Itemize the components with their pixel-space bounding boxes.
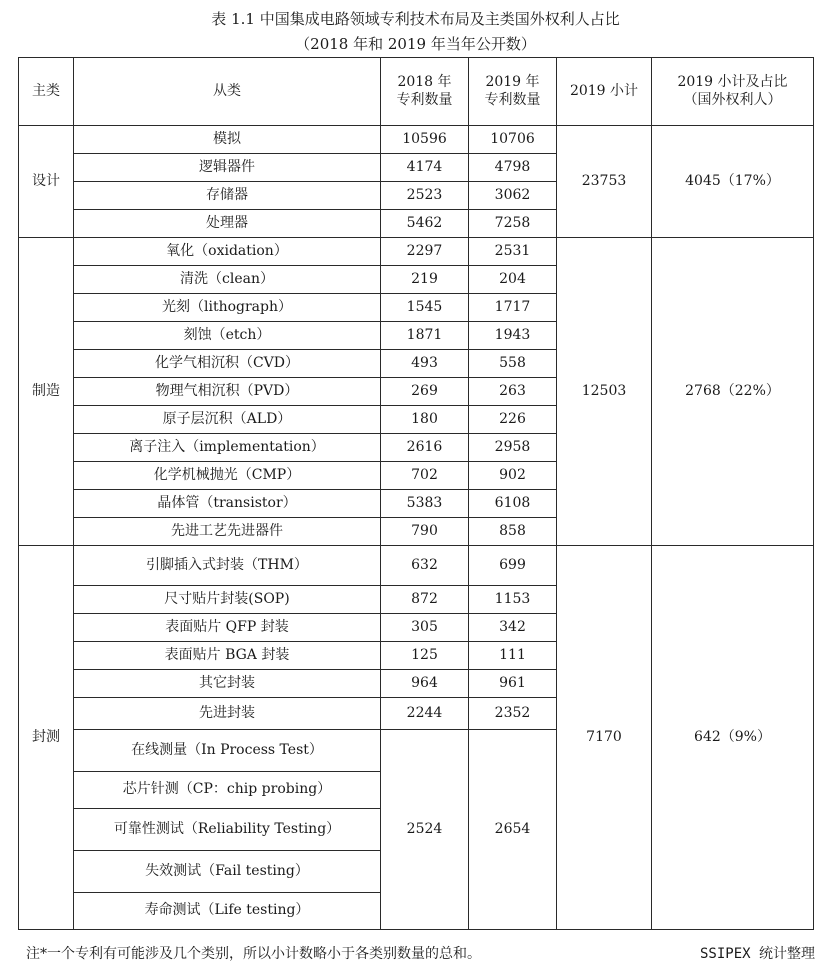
subcategory: 其它封装 [74, 670, 381, 698]
value-2018: 269 [381, 378, 469, 406]
subcategory: 表面贴片 BGA 封装 [74, 642, 381, 670]
value-2018: 1871 [381, 322, 469, 350]
subcategory: 模拟 [74, 126, 381, 154]
subcategory: 引脚插入式封装（THM） [74, 546, 381, 586]
value-2018: 2297 [381, 238, 469, 266]
value-2019-testing: 2654 [469, 730, 557, 930]
value-2018: 1545 [381, 294, 469, 322]
subcategory: 表面贴片 QFP 封装 [74, 614, 381, 642]
value-2018: 305 [381, 614, 469, 642]
subcategory: 物理气相沉积（PVD） [74, 378, 381, 406]
value-2019: 1943 [469, 322, 557, 350]
value-2019: 699 [469, 546, 557, 586]
value-2018: 632 [381, 546, 469, 586]
subcategory: 化学机械抛光（CMP） [74, 462, 381, 490]
value-2018: 2244 [381, 698, 469, 730]
value-2018: 872 [381, 586, 469, 614]
category-packaging: 封测 [19, 546, 74, 930]
header-subtotal: 2019 小计 [557, 58, 652, 126]
share-design: 4045（17%） [652, 126, 814, 238]
category-manufacturing: 制造 [19, 238, 74, 546]
value-2019: 226 [469, 406, 557, 434]
value-2018: 5383 [381, 490, 469, 518]
subcategory: 失效测试（Fail testing） [74, 851, 381, 893]
header-2018: 2018 年 专利数量 [381, 58, 469, 126]
table-subtitle: （2018 年和 2019 年当年公开数） [295, 35, 536, 53]
source-credit: SSIPEX 统计整理 [699, 946, 815, 962]
subcategory: 寿命测试（Life testing） [74, 893, 381, 930]
subcategory: 尺寸贴片封装(SOP) [74, 586, 381, 614]
table-row [19, 238, 814, 266]
patent-table [18, 57, 814, 930]
value-2018: 964 [381, 670, 469, 698]
subtotal-manufacturing: 12503 [557, 238, 652, 546]
subcategory: 光刻（lithograph） [74, 294, 381, 322]
value-2019: 111 [469, 642, 557, 670]
value-2019: 3062 [469, 182, 557, 210]
header-sub: 从类 [74, 58, 381, 126]
value-2019: 204 [469, 266, 557, 294]
value-2019: 2958 [469, 434, 557, 462]
subtotal-packaging: 7170 [557, 546, 652, 930]
subcategory: 先进工艺先进器件 [74, 518, 381, 546]
subcategory: 先进封装 [74, 698, 381, 730]
subcategory: 在线测量（In Process Test） [74, 730, 381, 772]
subtotal-design: 23753 [557, 126, 652, 238]
value-2018: 702 [381, 462, 469, 490]
value-2019: 1153 [469, 586, 557, 614]
header-main: 主类 [19, 58, 74, 126]
value-2018: 125 [381, 642, 469, 670]
value-2019: 1717 [469, 294, 557, 322]
value-2018: 2616 [381, 434, 469, 462]
header-2019: 2019 年 专利数量 [469, 58, 557, 126]
table-title: 表 1.1 中国集成电路领域专利技术布局及主类国外权利人占比 [211, 10, 620, 28]
subcategory: 逻辑器件 [74, 154, 381, 182]
subcategory: 化学气相沉积（CVD） [74, 350, 381, 378]
subcategory: 可靠性测试（Reliability Testing） [74, 809, 381, 851]
value-2019: 7258 [469, 210, 557, 238]
value-2019: 961 [469, 670, 557, 698]
value-2019: 558 [469, 350, 557, 378]
value-2019: 263 [469, 378, 557, 406]
subcategory: 离子注入（implementation） [74, 434, 381, 462]
value-2018: 493 [381, 350, 469, 378]
value-2019: 902 [469, 462, 557, 490]
value-2019: 4798 [469, 154, 557, 182]
subcategory: 存储器 [74, 182, 381, 210]
value-2018: 219 [381, 266, 469, 294]
subcategory: 刻蚀（etch） [74, 322, 381, 350]
header-share: 2019 小计及占比 （国外权利人） [652, 58, 814, 126]
value-2018: 5462 [381, 210, 469, 238]
value-2019: 6108 [469, 490, 557, 518]
category-design: 设计 [19, 126, 74, 238]
value-2019: 342 [469, 614, 557, 642]
subcategory: 芯片针测（CP：chip probing） [74, 772, 381, 809]
value-2018: 790 [381, 518, 469, 546]
value-2019: 858 [469, 518, 557, 546]
subcategory: 氧化（oxidation） [74, 238, 381, 266]
value-2019: 2531 [469, 238, 557, 266]
value-2018-testing: 2524 [381, 730, 469, 930]
share-manufacturing: 2768（22%） [652, 238, 814, 546]
share-packaging: 642（9%） [652, 546, 814, 930]
subcategory: 晶体管（transistor） [74, 490, 381, 518]
subcategory: 原子层沉积（ALD） [74, 406, 381, 434]
value-2018: 10596 [381, 126, 469, 154]
table-row [19, 546, 814, 586]
value-2019: 10706 [469, 126, 557, 154]
value-2018: 4174 [381, 154, 469, 182]
subcategory: 清洗（clean） [74, 266, 381, 294]
value-2018: 2523 [381, 182, 469, 210]
table-row [19, 126, 814, 154]
subcategory: 处理器 [74, 210, 381, 238]
footnote: 注*一个专利有可能涉及几个类别，所以小计数略小于各类别数量的总和。 [26, 946, 481, 962]
value-2019: 2352 [469, 698, 557, 730]
value-2018: 180 [381, 406, 469, 434]
